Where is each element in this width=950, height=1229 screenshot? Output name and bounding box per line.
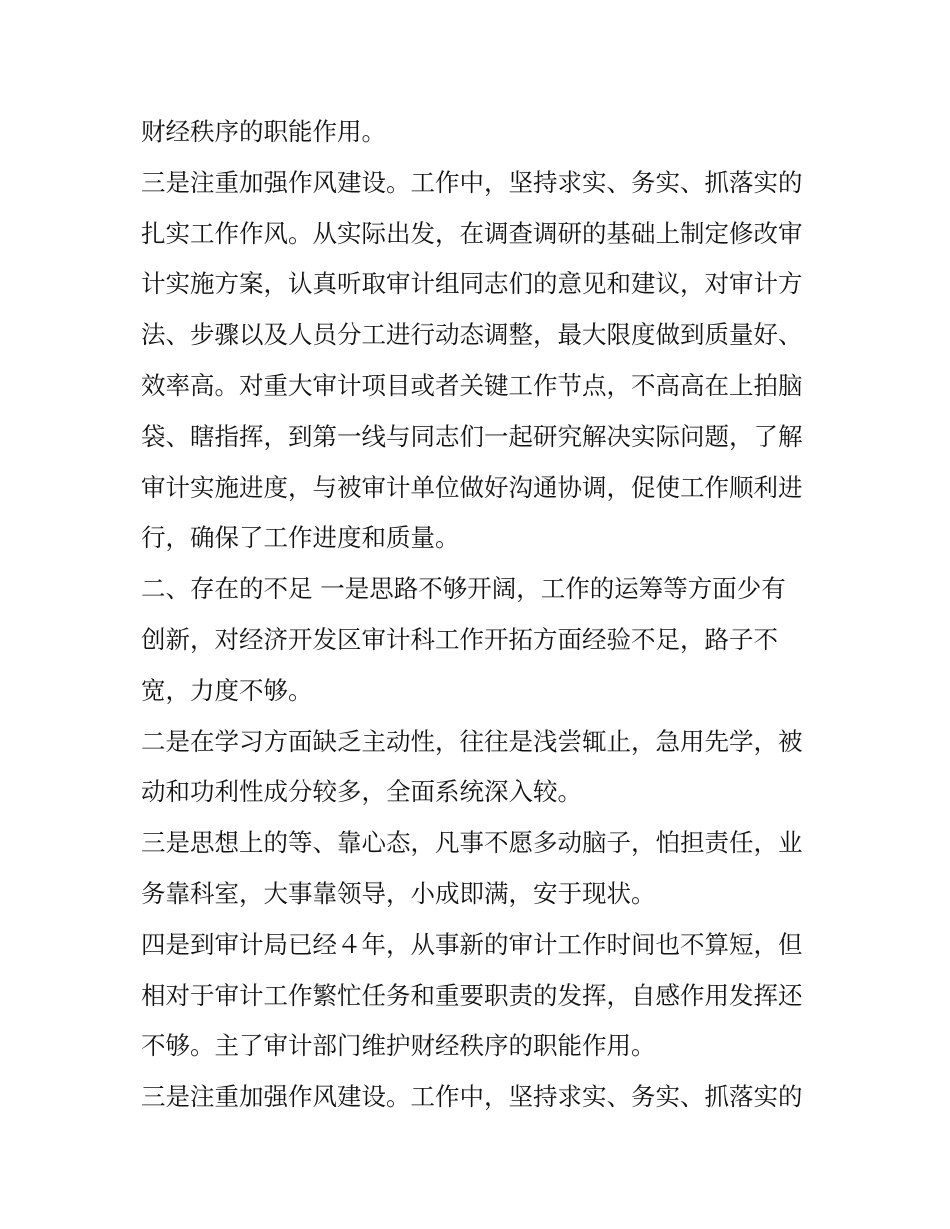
text-line: 行，确保了工作进度和质量。 [141,523,460,553]
text-line: 计实施方案，认真听取审计组同志们的意见和建议，对审计方 [141,269,803,299]
text-line: 四是到审计局已经４年，从事新的审计工作时间也不算短，但 [141,929,803,959]
text-line: 三是注重加强作风建设。工作中，坚持求实、务实、抓落实的 [141,1082,803,1112]
text-line: 二、存在的不足 一是思路不够开阔，工作的运筹等方面少有 [141,574,786,604]
text-line: 效率高。对重大审计项目或者关键工作节点，不高高在上拍脑 [141,370,803,400]
text-line: 扎实工作作风。从实际出发，在调查调研的基础上制定修改审 [141,218,803,248]
text-line: 相对于审计工作繁忙任务和重要职责的发挥，自感作用发挥还 [141,980,803,1010]
text-line: 袋、瞎指挥，到第一线与同志们一起研究解决实际问题，了解 [141,421,803,451]
text-line: 三是思想上的等、靠心态，凡事不愿多动脑子，怕担责任，业 [141,828,803,858]
body-text [141,107,811,1123]
text-line: 二是在学习方面缺乏主动性，往往是浅尝辄止，急用先学，被 [141,726,803,756]
text-line: 审计实施进度，与被审计单位做好沟通协调，促使工作顺利进 [141,472,803,502]
text-line: 务靠科室，大事靠领导，小成即满，安于现状。 [141,878,656,908]
text-line: 不够。主了审计部门维护财经秩序的职能作用。 [141,1031,656,1061]
text-line: 财经秩序的职能作用。 [141,117,386,146]
text-line: 创新，对经济开发区审计科工作开拓方面经验不足，路子不 [141,624,778,654]
text-line: 三是注重加强作风建设。工作中，坚持求实、务实、抓落实的 [141,167,803,197]
text-line: 法、步骤以及人员分工进行动态调整，最大限度做到质量好、 [141,320,803,350]
text-line: 动和功利性成分较多，全面系统深入较。 [141,777,582,807]
text-line: 宽，力度不够。 [141,675,313,705]
